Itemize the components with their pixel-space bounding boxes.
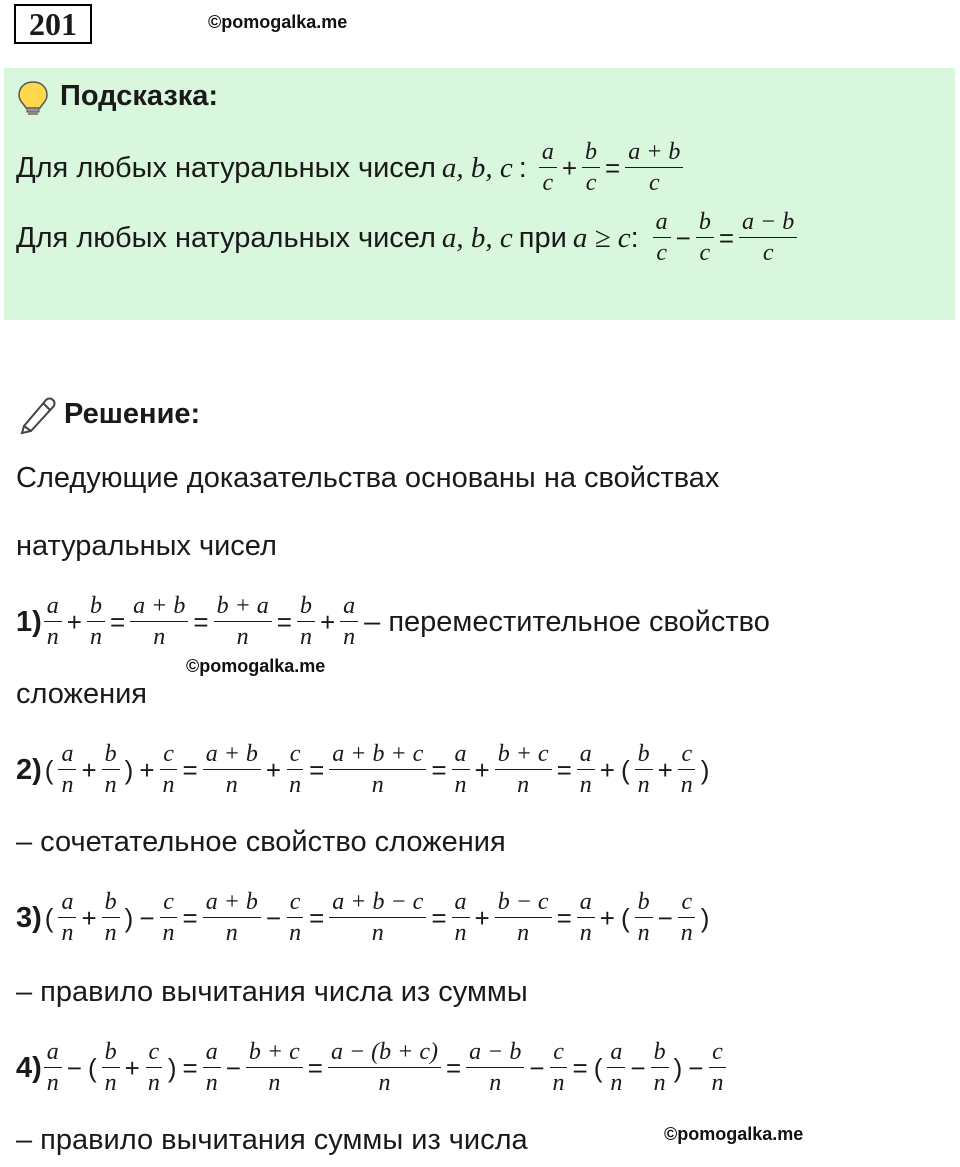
item-2: 2) ( $\frac{a}{n}$ + $\frac{b}{n}$ ) + $\frac{c}{n}$ = $\frac{a + b}{n}$ + $\frac{c}{n}$ = $\frac{a + b + c}{n}$ = $\frac{a}{n}$ + $\frac{b + c}{n}$ = $\frac{a}{n}$ + ( $\frac{b}{n}$ + $\frac{c}{n}$ ) [16, 741, 710, 798]
hint-line-1-vars: a, b, c [441, 151, 513, 184]
item-2-caption: – сочетательное свойство сложения [16, 826, 506, 858]
watermark-bottom: ©pomogalka.me [664, 1124, 804, 1144]
item-4-number: 4) [16, 1051, 42, 1084]
solution-title: Решение: [64, 398, 201, 430]
item-1: 1) $\frac{a}{n}$ + $\frac{b}{n}$ = $\frac{a + b}{n}$ = $\frac{b + a}{n}$ = $\frac{b}{n}$ + $\frac{a}{n}$ – переместительное свойство [16, 593, 770, 650]
hint-line-2-text: Для любых натуральных чисел [16, 221, 436, 254]
item-4-caption: – правило вычитания суммы из числа [16, 1124, 528, 1156]
item-2-number: 2) [16, 753, 42, 786]
item-4: 4) $\frac{a}{n}$ − ( $\frac{b}{n}$ + $\frac{c}{n}$ ) = $\frac{a}{n}$ − $\frac{b + c}{n}$ = $\frac{a - (b + c)}{n}$ = $\frac{a - b}{n}$ − $\frac{c}{n}$ = ( $\frac{a}{n}$ − $\frac{b}{n}$ ) − $\frac{c}{n}$ [16, 1040, 728, 1096]
hint-line-2-cond: a ≥ c [572, 221, 631, 254]
intro-line-1: Следующие доказательства основаны на свойствах [16, 462, 720, 494]
item-1-number: 1) [16, 605, 42, 638]
hint-line-1-colon: : [518, 151, 527, 184]
pencil-icon [16, 392, 60, 441]
hint-line-2-colon: : [630, 221, 639, 254]
intro-line-2: натуральных чисел [16, 530, 277, 562]
hint-line-2 [16, 210, 799, 266]
hint-line-2-when: при [518, 221, 567, 254]
watermark-mid: ©pomogalka.me [186, 656, 326, 676]
hint-title: Подсказка: [60, 80, 219, 112]
item-1-tail-2: сложения [16, 678, 147, 710]
lightbulb-icon [16, 80, 50, 121]
hint-formula-2: $\frac{a}{c}$ − $\frac{b}{c}$ = $\frac{a - b}{c}$ [651, 210, 800, 266]
hint-formula-1: $\frac{a}{c}$ + $\frac{b}{c}$ = $\frac{a + b}{c}$ [537, 140, 686, 196]
item-3: 3) ( $\frac{a}{n}$ + $\frac{b}{n}$ ) − $\frac{c}{n}$ = $\frac{a + b}{n}$ − $\frac{c}{n}$ = $\frac{a + b - c}{n}$ = $\frac{a}{n}$ + $\frac{b - c}{n}$ = $\frac{a}{n}$ + ( $\frac{b}{n}$ − $\frac{c}{n}$ ) [16, 889, 710, 946]
item-3-caption: – правило вычитания числа из суммы [16, 976, 528, 1008]
hint-line-1 [16, 140, 685, 196]
item-3-number: 3) [16, 901, 42, 934]
hint-line-2-vars: a, b, c [441, 221, 513, 254]
hint-line-1-text: Для любых натуральных чисел [16, 151, 436, 184]
watermark-top: ©pomogalka.me [208, 12, 348, 32]
task-number: 201 [14, 4, 92, 44]
item-1-tail: – переместительное свойство [364, 605, 770, 638]
